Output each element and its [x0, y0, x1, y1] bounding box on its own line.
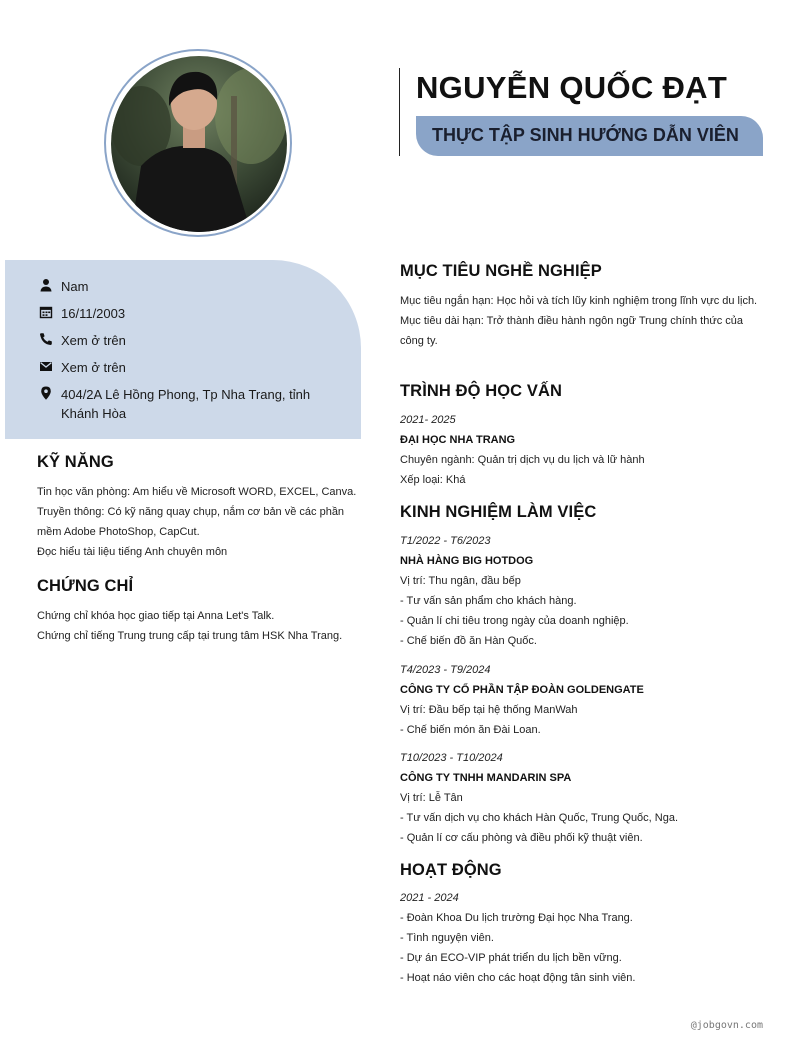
dob-value: 16/11/2003	[61, 306, 126, 321]
job-company: CÔNG TY TNHH MANDARIN SPA	[400, 772, 572, 784]
job-line: Vị trí: Thu ngân, đầu bếp	[400, 575, 521, 587]
job-line: Vị trí: Đầu bếp tại hệ thống ManWah	[400, 704, 578, 716]
avatar	[111, 56, 287, 232]
objective-body	[400, 291, 770, 351]
activity-item: - Đoàn Khoa Du lịch trường Đại học Nha Trang.	[400, 912, 633, 924]
calendar-icon	[38, 304, 54, 320]
activity-item: - Dự án ECO-VIP phát triển du lịch bền vững.	[400, 952, 622, 964]
activities-body	[400, 888, 770, 988]
education-date: 2021- 2025	[400, 414, 456, 426]
contact-phone	[38, 331, 321, 350]
job-date: T10/2023 - T10/2024	[400, 752, 503, 764]
header-divider	[399, 68, 400, 156]
address-value: 404/2A Lê Hồng Phong, Tp Nha Trang, tỉnh Khánh Hòa	[61, 387, 311, 421]
objective-long: Mục tiêu dài hạn: Trở thành điều hành ngôn ngữ Trung chính thức của	[400, 315, 743, 327]
job-entry	[400, 531, 770, 651]
activity-item: - Tình nguyện viên.	[400, 932, 494, 944]
watermark: @jobgovn.com	[690, 1020, 763, 1031]
skills-heading: KỸ NĂNG	[37, 453, 114, 471]
skill-item: Tin học văn phòng: Am hiểu về Microsoft WORD, EXCEL, Canva.	[37, 486, 357, 498]
job-line: - Chế biến đồ ăn Hàn Quốc.	[400, 635, 537, 647]
person-icon	[38, 277, 54, 293]
job-line: - Chế biến món ăn Đài Loan.	[400, 724, 541, 736]
objective-heading: MỤC TIÊU NGHỀ NGHIỆP	[400, 262, 602, 280]
job-entry	[400, 748, 770, 848]
certificate-item: Chứng chỉ tiếng Trung trung cấp tại trung tâm HSK Nha Trang.	[37, 630, 343, 642]
job-company: NHÀ HÀNG BIG HOTDOG	[400, 555, 534, 567]
certificate-item: Chứng chỉ khóa học giao tiếp tại Anna Let's Talk.	[37, 610, 275, 622]
school-name: ĐẠI HỌC NHA TRANG	[400, 434, 516, 446]
contact-dob	[38, 304, 321, 323]
job-line: - Quản lí cơ cấu phòng và điều phối kỹ thuật viên.	[400, 832, 643, 844]
education-major: Chuyên ngành: Quản trị dịch vụ du lịch và lữ hành	[400, 454, 645, 466]
phone-icon	[38, 331, 54, 347]
job-entry	[400, 660, 770, 740]
objective-short: Mục tiêu ngắn hạn: Học hỏi và tích lũy kinh nghiệm trong lĩnh vực du lịch.	[400, 295, 758, 307]
certificates-heading: CHỨNG CHỈ	[37, 577, 134, 595]
job-line: - Tư vấn dịch vụ cho khách Hàn Quốc, Trung Quốc, Nga.	[400, 812, 679, 824]
education-rank: Xếp loại: Khá	[400, 474, 466, 486]
job-date: T4/2023 - T9/2024	[400, 664, 491, 676]
skill-item: Đọc hiểu tài liệu tiếng Anh chuyên môn	[37, 546, 228, 558]
job-line: Vị trí: Lễ Tân	[400, 792, 463, 804]
candidate-name: NGUYỄN QUỐC ĐẠT	[416, 70, 728, 105]
job-line: - Tư vấn sản phẩm cho khách hàng.	[400, 595, 577, 607]
certificates-list	[37, 606, 357, 646]
objective-long-cont: công ty.	[400, 335, 438, 347]
activities-heading: HOẠT ĐỘNG	[400, 861, 502, 879]
education-heading: TRÌNH ĐỘ HỌC VẤN	[400, 382, 563, 400]
skills-list	[37, 482, 357, 562]
activity-item: - Hoạt náo viên cho các hoạt động tân sinh viên.	[400, 972, 636, 984]
gender-value: Nam	[61, 279, 89, 294]
contact-email	[38, 358, 321, 377]
job-company: CÔNG TY CỔ PHẦN TẬP ĐOÀN GOLDENGATE	[400, 684, 644, 696]
job-date: T1/2022 - T6/2023	[400, 535, 491, 547]
location-pin-icon	[38, 385, 54, 401]
contact-gender	[38, 277, 321, 296]
experience-heading: KINH NGHIỆM LÀM VIỆC	[400, 503, 597, 521]
skill-item: Truyền thông: Có kỹ năng quay chụp, nắm cơ bản về các phần mềm Adobe PhotoShop, CapCut.	[37, 506, 345, 538]
job-line: - Quản lí chi tiêu trong ngày của doanh nghiệp.	[400, 615, 629, 627]
email-icon	[38, 358, 54, 374]
job-title: THỰC TẬP SINH HƯỚNG DẪN VIÊN	[432, 125, 739, 145]
email-value: Xem ở trên	[61, 360, 126, 375]
phone-value: Xem ở trên	[61, 333, 126, 348]
contact-address	[38, 385, 321, 423]
activities-date: 2021 - 2024	[400, 892, 459, 904]
education-body	[400, 410, 770, 490]
